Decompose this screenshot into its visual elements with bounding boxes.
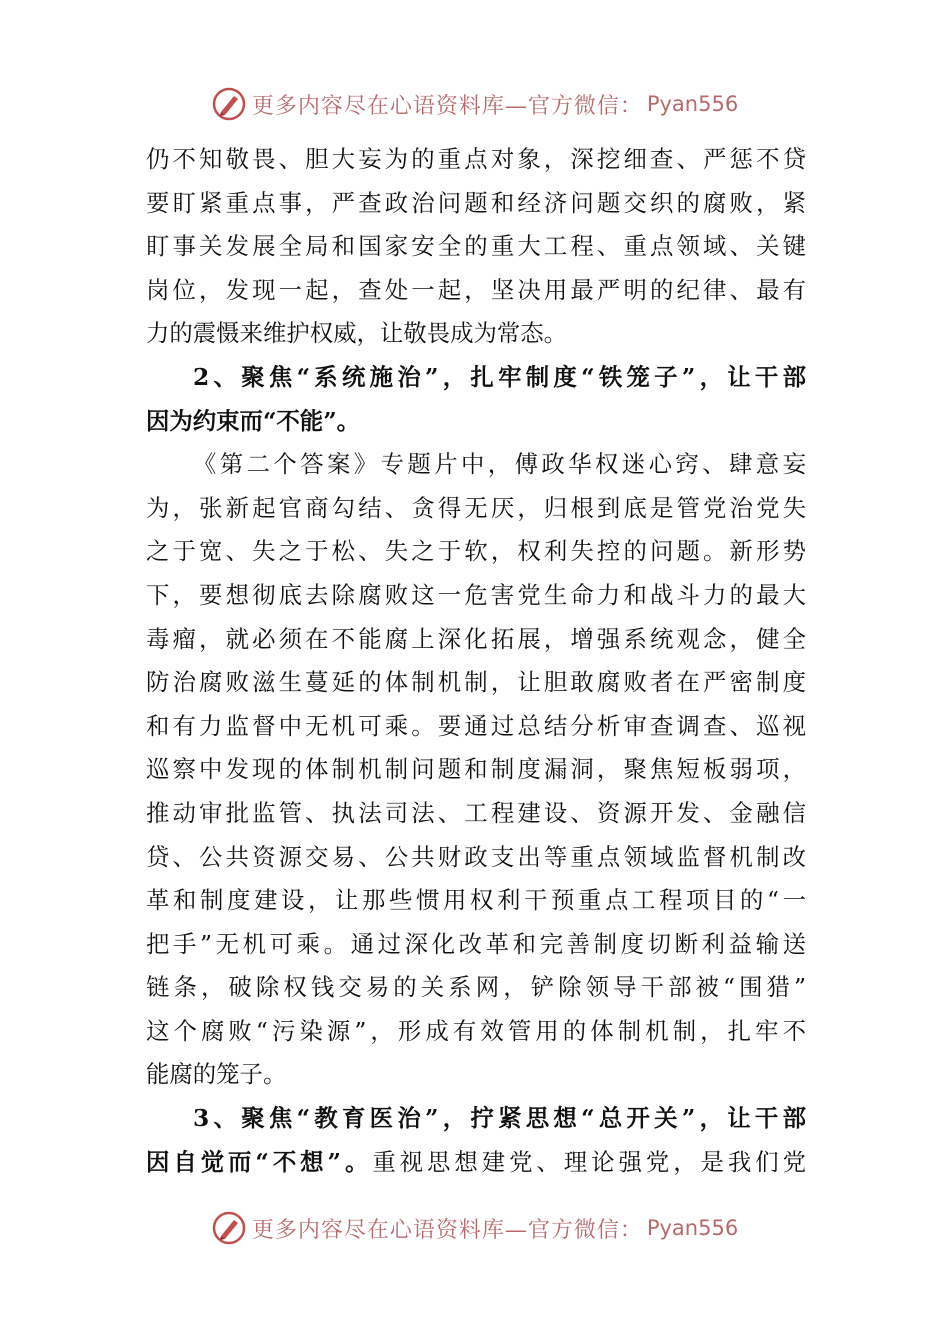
text-line: 之于宽、失之于松、失之于软，权利失控的问题。新形势	[146, 537, 806, 566]
section-heading-2	[146, 356, 806, 443]
document-body	[146, 138, 806, 1184]
text-line: 《第二个答案》专题片中，傅政华权迷心窍、肆意妄	[193, 450, 806, 479]
footer-watermark	[0, 1206, 950, 1250]
footer-watermark-id: Pyan556	[646, 1216, 739, 1240]
footer-watermark-text: 更多内容尽在心语资料库—官方微信：	[251, 1217, 643, 1243]
heading-tail: 因自觉而“不想”。	[146, 1147, 373, 1176]
text-line: 防治腐败滋生蔓延的体制机制，让胆敢腐败者在严密制度	[146, 668, 806, 697]
text-line: 把手”无机可乘。通过深化改革和完善制度切断利益输送	[146, 929, 806, 958]
text-line: 这个腐败“污染源”，形成有效管用的体制机制，扎牢不	[146, 1016, 806, 1045]
text-line: 贷、公共资源交易、公共财政支出等重点领域监督机制改	[146, 842, 806, 871]
header-watermark-id: Pyan556	[646, 92, 739, 116]
mixed-line	[146, 1141, 806, 1185]
text-line: 为，张新起官商勾结、贪得无厌，归根到底是管党治党失	[146, 493, 806, 522]
text-line: 和有力监督中无机可乘。要通过总结分析审查调查、巡视	[146, 711, 806, 740]
text-line: 巡察中发现的体制机制问题和制度漏洞，聚焦短板弱项，	[146, 755, 806, 784]
heading-line: 3、聚焦“教育医治”，拧紧思想“总开关”，让干部	[193, 1104, 806, 1133]
header-watermark-text: 更多内容尽在心语资料库—官方微信：	[251, 93, 643, 119]
section-heading-3	[146, 1097, 806, 1184]
text-line: 能腐的笼子。	[146, 1060, 287, 1089]
text-line: 毒瘤，就必须在不能腐上深化拓展，增强系统观念，健全	[146, 624, 806, 653]
text-line: 仍不知敬畏、胆大妄为的重点对象，深挖细查、严惩不贷	[146, 145, 806, 173]
text-line: 盯事关发展全局和国家安全的重大工程、重点领域、关键	[146, 232, 806, 261]
pen-logo-icon	[212, 1211, 246, 1245]
heading-line: 因为约束而“不能”。	[146, 406, 361, 435]
text-line: 要盯紧重点事，严查政治问题和经济问题交织的腐败，紧	[146, 188, 806, 217]
paragraph-start: 重视思想建党、理论强党，是我们党	[372, 1147, 806, 1176]
heading-line: 2、聚焦“系统施治”，扎牢制度“铁笼子”，让干部	[193, 362, 806, 391]
paragraph-1	[146, 138, 806, 356]
text-line: 链条，破除权钱交易的关系网，铲除领导干部被“围猎”	[146, 973, 806, 1002]
text-line: 力的震慑来维护权威，让敬畏成为常态。	[146, 319, 568, 348]
paragraph-2	[146, 443, 806, 1097]
text-line: 下，要想彻底去除腐败这一危害党生命力和战斗力的最大	[146, 580, 806, 609]
text-line: 推动审批监管、执法司法、工程建设、资源开发、金融信	[146, 798, 806, 827]
header-watermark	[0, 82, 950, 126]
text-line: 岗位，发现一起，查处一起，坚决用最严明的纪律、最有	[146, 275, 806, 304]
text-line: 革和制度建设，让那些惯用权利干预重点工程项目的“一	[146, 886, 806, 915]
pen-logo-icon	[212, 87, 246, 121]
